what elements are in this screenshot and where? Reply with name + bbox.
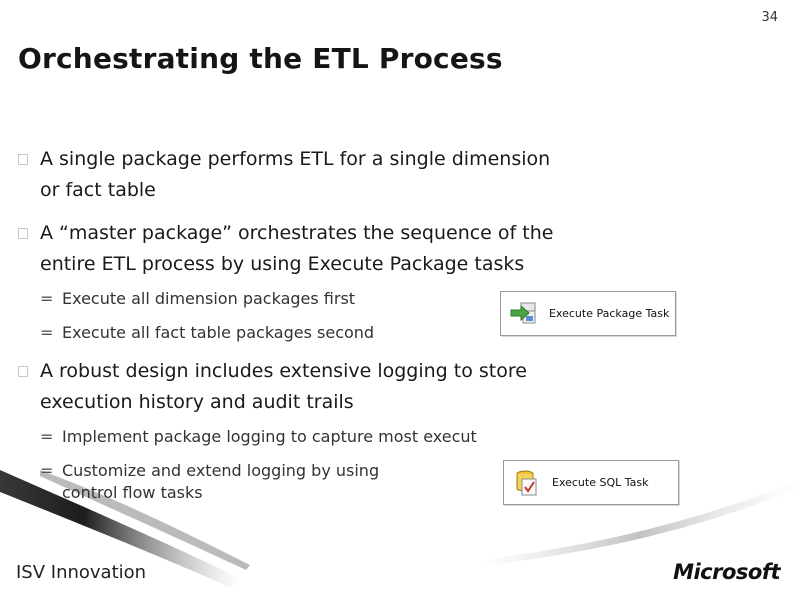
execute-sql-task-icon xyxy=(512,469,542,497)
execute-package-task-label: Execute Package Task xyxy=(549,307,670,320)
slide-number: 34 xyxy=(761,10,778,25)
bullet-box-icon xyxy=(18,228,28,239)
bullet-3 xyxy=(16,356,656,418)
bullet-line: A robust design includes extensive logging to store xyxy=(40,360,527,382)
execute-sql-task-box xyxy=(503,460,679,505)
bullet-box-icon xyxy=(18,366,28,377)
bullet-2 xyxy=(16,218,656,280)
bullet-1 xyxy=(16,144,656,206)
slide-title: Orchestrating the ETL Process xyxy=(18,42,503,75)
sub-bullet xyxy=(16,426,656,448)
dash-bullet-icon: = xyxy=(40,289,54,308)
execute-package-task-icon xyxy=(509,301,539,327)
execute-package-task-box xyxy=(500,291,676,336)
bullet-box-icon xyxy=(18,154,28,165)
sub-bullet-line: Execute all fact table packages second xyxy=(62,323,375,342)
dash-bullet-icon: = xyxy=(40,427,54,446)
bullet-line: or fact table xyxy=(40,179,156,201)
sub-bullet-line: Implement package logging to capture most execut xyxy=(62,427,477,446)
bullet-line: A “master package” orchestrates the sequence of the xyxy=(40,222,554,244)
execute-sql-task-label: Execute SQL Task xyxy=(552,476,649,489)
bullet-line: entire ETL process by using Execute Package tasks xyxy=(40,253,525,275)
bullet-line: A single package performs ETL for a single dimension xyxy=(40,148,551,170)
sub-bullet-line: Customize and extend logging by using xyxy=(62,461,380,480)
sub-bullet-line: Execute all dimension packages first xyxy=(62,289,356,308)
dash-bullet-icon: = xyxy=(40,323,54,342)
bullet-line: execution history and audit trails xyxy=(40,391,354,413)
sub-bullet-line: control flow tasks xyxy=(62,483,203,502)
microsoft-logo: Microsoft xyxy=(673,560,780,584)
footer-isv-innovation: ISV Innovation xyxy=(16,562,147,583)
dash-bullet-icon: = xyxy=(40,461,54,480)
